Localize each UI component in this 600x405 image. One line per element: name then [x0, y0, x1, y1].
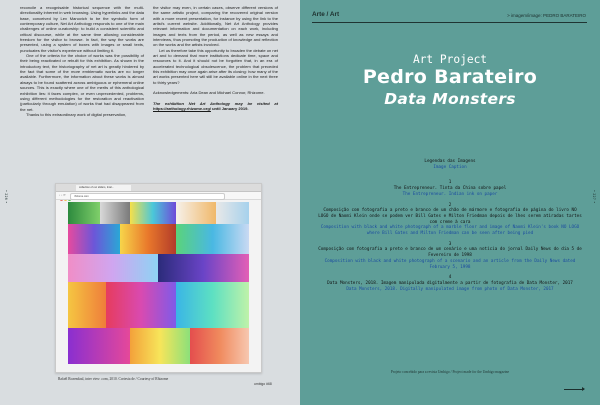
legend-item-en: Data Monsters, 2018. Digitally manipulated image from photo of Data Monster, 2017: [346, 286, 554, 292]
gradient-block: [100, 202, 130, 224]
browser-tab-bar: [56, 184, 261, 192]
next-page-arrow-icon: [564, 389, 584, 390]
kicker: Art Project: [412, 53, 488, 66]
legend-number: 1: [448, 180, 452, 186]
right-folio: • 227 •: [592, 190, 596, 204]
legend-item-pt: Composição com fotografia a preto e branco de um chão de mármore e fotografia de página do livro NO LOGO de Naomi Klein onde se podem ver Bill Gates e Milton Friedman depois de lhes serem atiradas tartes com creme à cara: [318, 208, 582, 225]
browser-url: rhizome.com: [70, 193, 225, 200]
gradient-block: [68, 328, 130, 364]
image-legend: [318, 159, 582, 292]
left-column-2: [153, 5, 278, 112]
work-title: Data Monsters: [384, 90, 516, 108]
project-note: Projeto concebido para a revista Umbigo / Project made for the Umbigo magazine: [390, 370, 510, 374]
browser-address-bar: [56, 192, 261, 200]
gradient-block: [190, 328, 249, 364]
gradient-block: [106, 282, 176, 328]
header-rule: [312, 22, 587, 23]
nav-arrows-icon: ‹ › ⟳: [59, 193, 66, 197]
acknowledgements: Acknowledgements: Aria Dean and Michael Connor, Rhizome.: [153, 90, 265, 96]
legend-number: 3: [448, 241, 452, 247]
paragraph: Let us therefore take this opportunity to broaden the debate on net art and to demand that more institutions dedicate time, space and resources to it. And it should not be forgotten that, in an era of accelerated technological obsolescence, the problem that preceded this exhibition may once again arise after its closing: how many of the art works presented here will still be available online in the next three to thirty years?: [153, 47, 278, 85]
legend-item-pt: The Entrepreneur. Tinta da China sobre papel: [393, 186, 507, 192]
legend-item-pt: Composição com fotografia a preto e branco de um cenário e uma notícia do jornal Daily News do dia 5 de Fevereiro de 1998: [318, 247, 582, 259]
paragraph: One of the criteria for the choice of works was the possibility of their being reactivated or rebuilt for this exhibition. As shown in the introductory text, the historiography of net art is greatly hindered by the fact that some of the more emblematic works are no longer available. Furthermore, the information about these works is almost always to be found scattered across ambiguous or ephemeral online sources. This is exactly where one of the merits of this anthological exhibition lies: it faces complex, or even unprecedented, problems, using different methodologies for the restoration and reactivation (particularly through emulation) of works that had disappeared from the net.: [20, 53, 144, 112]
magazine-footer: umbigo #68: [254, 382, 272, 386]
legend-heading-pt: Legendas das Imagens: [424, 159, 476, 164]
gradient-block: [68, 254, 158, 282]
arrowhead-icon: [582, 387, 585, 391]
browser-screenshot-figure: [55, 183, 262, 373]
legend-number: 2: [448, 202, 452, 208]
gradient-block: [130, 328, 190, 364]
gradient-block: [120, 224, 176, 254]
paragraph: Thanks to this extraordinary work of digital preservation,: [26, 111, 127, 117]
gradient-block: [68, 282, 106, 328]
gradient-block: [68, 224, 120, 254]
figure-caption: Rafaël Rozendaal, inter view .com, 2010. Cortesia de / Courtesy of Rhizome: [58, 377, 169, 381]
legend-item-en: Composition with black and white photograph of a marble floor and image of Naomi Klein's book NO LOGO where Bill Gates and Milton Friedman can be seen after being pied: [320, 225, 580, 237]
gradient-block: [176, 202, 216, 224]
anthology-link[interactable]: https://anthology.rhizome.org/: [153, 106, 211, 112]
gradient-block: [130, 202, 176, 224]
left-column-1: [20, 5, 144, 117]
gradient-block: [176, 224, 249, 254]
legend-item-pt: Data Monsters, 2018. Imagem manipulada digitalmente a partir de fotografia de Data Monster, 2017: [327, 280, 573, 286]
window-controls: [60, 186, 72, 189]
left-folio: • 226 •: [4, 190, 8, 204]
legend-heading-en: Image Caption: [433, 164, 467, 170]
availability-note: The exhibition Net Art Anthology may be visited at https://anthology.rhizome.org/ until January 2019.: [153, 101, 278, 112]
browser-tab: collection of our sliders, Intel...: [76, 185, 131, 191]
paragraph: the visitor may even, in certain cases, observe different versions of the same artistic project, comparing the recovered original version with a more recent presentation, for instance by using the link to the artist's current website. Additionally, Net Art Anthology provides relevant information and documentation on each work, including images and texts from the period, as well as new essays and interviews, thus promoting the production of knowledge and reflection on the works and the artists involved.: [153, 5, 278, 48]
paragraph: reconcile a recognisable historical sequence with the multi-directionality inherent in web browsing. Using hyperlinks and the data base, conceived by Lev Manovich to be the symbolic form of contemporary culture, Net Art Anthology responds to one of the main challenges of online curatorship: to build a consistent scientific and critical discourse, while at the same time allowing considerable freedom for the visitor to browse. In fact, the way the works are presented, using a system of boxes with images or small texts, punctuates the visitor's experience without limiting it.: [20, 5, 144, 53]
image-credit: > imagem/image: PEDRO BARATEIRO: [507, 13, 586, 18]
legend-item-en: Composition with black and white photograph of a scenario and an article from the Daily News dated February 5, 1998: [324, 258, 576, 270]
gradient-block: [176, 282, 249, 328]
gradient-block: [158, 254, 249, 282]
legend-number: 4: [448, 275, 452, 281]
artist-name: Pedro Barateiro: [362, 66, 538, 88]
gradient-block: [216, 202, 249, 224]
section-label: Arte / Art: [312, 11, 340, 18]
gradient-artwork: [68, 202, 249, 364]
legend-item-en: The Entrepreneur. Indian ink on paper: [402, 191, 498, 197]
gradient-block: [68, 202, 100, 224]
